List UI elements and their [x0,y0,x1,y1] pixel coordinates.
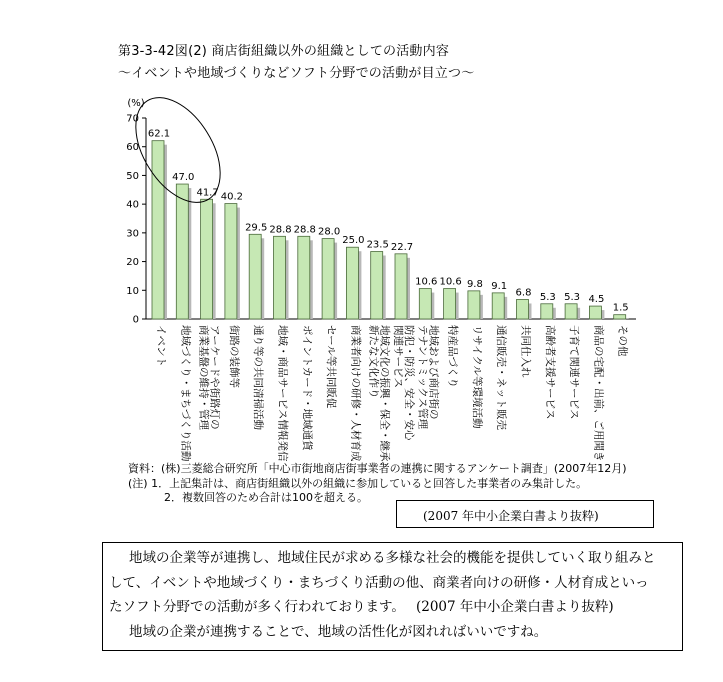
comment-line-1: 地域の企業等が連携し、地域住民が求める多様な社会的機能を提供していく取り組みと [129,550,656,566]
source-note: 資料：(株)三菱総合研究所「中心市街地商店街事業者の連携に関するアンケート調査」(2007年12月) [128,462,627,475]
bar [395,254,407,319]
data-label: 9.8 [466,278,483,290]
excerpt-box [396,500,654,528]
x-tick-label: 共同仕入れ [519,325,532,378]
x-tick-label-part: アーケードや街路灯の [208,325,221,430]
bar [274,236,286,319]
y-axis-unit: (%) [127,98,145,109]
bar [517,299,529,319]
y-tick-label: 10 [126,285,139,297]
x-tick-label-part: テナントミックス管理 [416,325,429,430]
x-tick-label: イベント [155,325,167,367]
chart-title: 第3-3-42図(2) 商店街組織以外の組織としての活動内容 [118,44,450,59]
y-tick-label: 0 [132,314,139,326]
data-label: 10.6 [439,276,462,288]
bar [298,236,310,319]
x-tick-label-part: 地域および商店街の [427,325,440,420]
comment-box [102,542,683,651]
bar [225,204,237,319]
data-label: 9.1 [491,280,508,292]
comment-text [109,546,679,644]
x-tick-label-part: 関連サービス [392,325,404,388]
chart-subtitle: ～イベントや地域づくりなどソフト分野での活動が目立つ～ [118,66,475,81]
footnote-2: 2．複数回答のため合計は100を超える。 [164,491,368,504]
data-label: 5.3 [539,291,556,303]
bar [201,199,213,319]
x-tick-label: セール等共同販促 [325,325,338,409]
data-label: 28.0 [317,226,341,238]
bar [176,184,188,319]
x-tick-label-part: 防犯・防災、安全・安心 [403,325,415,441]
x-tick-label: 通信販売・ネット販売 [495,325,508,430]
data-label: 5.3 [564,291,581,303]
y-tick-label: 20 [126,257,139,269]
x-tick-label: ポイントカード・地域通貨 [300,325,313,451]
data-label: 62.1 [147,128,171,140]
bar [589,306,601,319]
data-label: 29.5 [245,222,268,234]
bar [468,291,480,319]
x-tick-label: 街路の装飾等 [227,325,240,388]
bar [492,293,504,319]
y-tick-label: 40 [126,199,139,211]
data-label: 4.5 [588,294,605,306]
x-tick-label: 子育て関連サービス [568,325,581,420]
footnote-1: (注) 1．上記集計は、商店街組織以外の組織に参加していると回答した事業者のみ集計した。 [128,477,588,490]
x-tick-label: 地域づくり・まちづくり活動 [179,325,192,462]
x-tick-label: その他 [616,325,629,357]
data-label: 28.8 [293,224,316,236]
data-label: 1.5 [612,302,629,314]
x-tick-label-part: 地域文化の振興・保全・継承、 [378,325,391,472]
y-tick-label: 50 [126,170,139,182]
bar [541,304,553,319]
y-tick-label: 70 [126,113,139,125]
x-tick-label: 高齢者支援サービス [543,325,556,420]
comment-line-2: して、イベントや地域づくり・まちづくり活動の他、商業者向けの研修・人材育成といっ [109,574,649,591]
data-label: 6.8 [515,287,532,299]
data-label: 28.8 [269,224,292,236]
x-tick-label-part: 商業基盤の維持・管理 [197,325,210,430]
x-tick-label: 通り等の共同清掃活動 [252,325,265,430]
data-label: 10.6 [415,276,438,288]
data-label: 47.0 [172,172,195,184]
data-label: 41.7 [196,187,219,199]
comment-line-3: たソフト分野での活動が多く行われております。 (2007 年中小企業白書より抜粋) [109,599,614,615]
bar [322,239,334,319]
bar [614,315,626,319]
bar [444,289,456,319]
y-tick-label: 60 [126,142,139,154]
x-tick-label: 商業者向けの研修・人材育成 [349,325,362,462]
comment-line-4: 地域の企業が連携することで、地域の活性化が図れればいいですね。 [129,623,548,640]
data-label: 22.7 [390,241,414,253]
data-label: 25.0 [342,235,365,247]
x-tick-label: 特産品づくり [446,325,459,388]
x-tick-label: 地域・商品サービス情報発信 [276,325,289,462]
bar [565,304,577,319]
bar [371,252,383,319]
data-label: 40.2 [220,191,244,203]
data-label: 23.5 [366,239,389,251]
bar [346,247,358,319]
y-tick-label: 30 [126,228,139,240]
excerpt-label: (2007 年中小企業白書より抜粋) [423,509,599,523]
x-tick-label-part: 新たな文化作り [367,325,380,399]
bar [152,141,164,319]
bar [419,289,431,319]
x-tick-label: 商品の宅配・出前、ご用聞き [592,325,605,462]
bar [249,234,261,319]
x-tick-label: リサイクル等環境活動 [470,325,483,429]
